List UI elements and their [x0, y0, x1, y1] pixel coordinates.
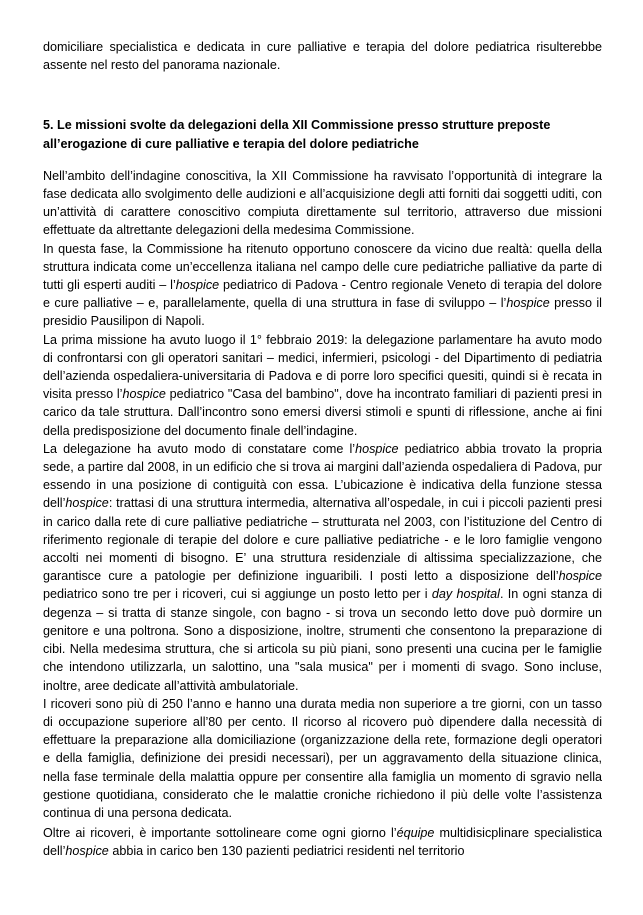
paragraph-2 [43, 240, 602, 331]
italic-term: hospice [122, 387, 166, 402]
text-span: . In ogni stanza di degenza – si tratta di stanze singole, con bagno - si trova un secondo letto dove può dormire un genitore e una poltrona. Sono a disposizione, inoltre, strumenti che consentono la preparazione di cibi. Nella medesima struttura, che si articola su più piani, sono presenti una cucina per le famiglie che intendono utilizzarla, un salottino, una "sala musica" per i momenti di svago. Sono incluse, inoltre, aree dedicate all’attività ambulatoriale. [43, 587, 602, 693]
text-span: pediatrico di Padova - Centro regionale Veneto di terapia del dolore e cure palliative – e, parallelamente, quella di una struttura in fase di sviluppo – l’ [43, 278, 602, 311]
text-span: La prima missione ha avuto luogo il 1° febbraio 2019: la delegazione parlamentare ha avuto modo di confrontarsi con gli operatori sanitari – medici, infermieri, psicologi - del Dipartimento di pediatria dell’azienda ospedaliera-universitaria di Padova e di porre loro specifici quesiti, quindi si è recata in visita presso l’ [43, 332, 602, 402]
italic-term: hospice [65, 496, 109, 511]
text-span: La delegazione ha avuto modo di constatare come l’ [43, 441, 356, 456]
paragraph-3 [43, 331, 602, 440]
text-span: pediatrico sono tre per i ricoveri, cui si aggiunge un posto letto per i [43, 587, 432, 602]
text-span: Oltre ai ricoveri, è importante sottolineare come ogni giorno l’ [43, 826, 397, 841]
italic-term: day hospital [431, 587, 500, 602]
italic-term: hospice [506, 296, 550, 311]
italic-term: hospice [355, 441, 399, 456]
paragraph-4 [43, 440, 602, 695]
italic-term: hospice [65, 844, 109, 859]
text-span: pediatrico "Casa del bambino", dove ha incontrato familiari di pazienti presi in carico da tale struttura. Dall’incontro sono emersi diversi stimoli e spunti di riflessione, anche ai fini della predisposizione del documento finale dell’indagine. [43, 387, 602, 438]
paragraph-1: Nell’ambito dell’indagine conoscitiva, la XII Commissione ha ravvisato l’opportunità di integrare la fase dedicata allo svolgimento delle audizioni e all’acquisizione degli atti forniti dai soggetti uditi, con un’attività di carattere conoscitivo compiuta direttamente sul territorio, attraverso due missioni effettuate da altrettante delegazioni della medesima Commissione. [43, 168, 602, 238]
document-page [43, 38, 602, 861]
section-heading: 5. Le missioni svolte da delegazioni della XII Commissione presso strutture preposte all’erogazione di cure palliative e terapia del dolore pediatriche [43, 118, 551, 151]
text-span: multidisicplinare specialistica dell’ [43, 826, 602, 859]
text-span: pediatrico abbia trovato la propria sede, a partire dal 2008, in un edificio che si trova ai margini dall’azienda ospedaliera di Padova, pur essendo in una posizione di contiguità con essa. L’ubicazione è indicativa della funzione stessa dell’ [43, 441, 602, 511]
text-span: : trattasi di una struttura intermedia, alternativa all’ospedale, in cui i piccoli pazienti presi in carico dalla rete di cure palliative pediatriche – strutturata nel 2003, con l’istituzione del Centro di riferimento regionale di terapie del dolore e cure palliative pediatriche - e le loro famiglie vengono accolti nei momenti di bisogno. E’ una struttura residenziale di altissima specializzazione, che garantisce cure a patologie per definizione inguaribili. I posti letto a disposizione dell’ [43, 496, 602, 584]
paragraph-5: I ricoveri sono più di 250 l’anno e hanno una durata media non superiore a tre giorni, con un tasso di occupazione superiore all’80 per cento. Il ricorso al ricovero può dipendere dalla necessità di effettuare la preparazione alla domiciliazione (organizzazione della rete, formazione degli operatori e della famiglia, definizione dei presidi necessari), per un aggravamento della situazione clinica, nella fase terminale della malattia oppure per consentire alla famiglia un momento di sgravio nella gestione quotidiana, considerato che le malattie croniche richiedono il più delle volte l’assistenza continua di una persona dedicata. [43, 696, 602, 820]
intro-paragraph: domiciliare specialistica e dedicata in cure palliative e terapia del dolore pediatrica risulterebbe assente nel resto del panorama nazionale. [43, 40, 602, 73]
italic-term: équipe [396, 826, 435, 841]
paragraph-6 [43, 824, 602, 860]
italic-term: hospice [558, 569, 602, 584]
text-span: In questa fase, la Commissione ha ritenuto opportuno conoscere da vicino due realtà: quella della struttura indicata come un’eccellenza italiana nel campo delle cure pediatriche palliative da parte di tutti gli esperti auditi – l’ [43, 241, 602, 293]
italic-term: hospice [175, 278, 220, 293]
text-span: presso il presidio Pausilipon di Napoli. [43, 296, 602, 329]
text-span: abbia in carico ben 130 pazienti pediatrici residenti nel territorio [108, 844, 465, 859]
